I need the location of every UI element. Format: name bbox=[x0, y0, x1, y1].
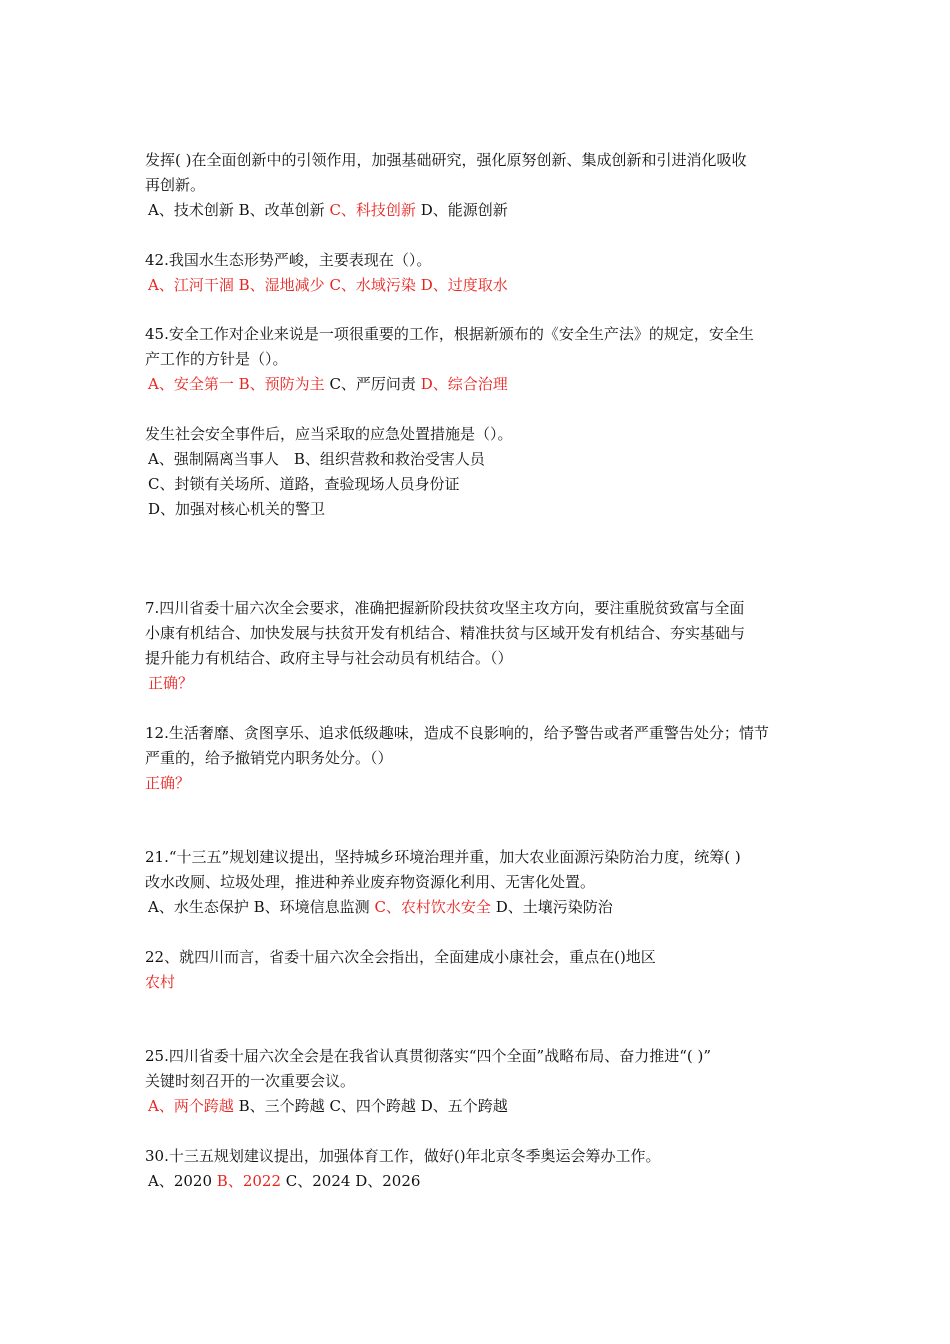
question-stem-line: 42.我国水生态形势严峻，主要表现在（）。 bbox=[145, 251, 432, 269]
question-block bbox=[145, 596, 815, 696]
option-correct: B、2022 bbox=[216, 1172, 281, 1190]
option: D、能源创新 bbox=[420, 201, 508, 219]
question-block bbox=[145, 322, 815, 397]
question-stem-line: 提升能力有机结合、政府主导与社会动员有机结合。（） bbox=[145, 649, 513, 667]
options-line bbox=[145, 1094, 815, 1119]
option-correct: B、预防为主 bbox=[238, 375, 325, 393]
option-correct: D、综合治理 bbox=[420, 375, 508, 393]
question-stem-line: 45.安全工作对企业来说是一项很重要的工作，根据新颁布的《安全生产法》的规定，安全生 bbox=[145, 325, 754, 343]
question-stem-line: 22、就四川而言，省委十届六次全会指出，全面建成小康社会，重点在()地区 bbox=[145, 948, 656, 966]
option-line: D、加强对核心机关的警卫 bbox=[148, 500, 326, 518]
question-stem-line: 严重的，给予撤销党内职务处分。（） bbox=[145, 749, 393, 767]
option: C、四个跨越 bbox=[329, 1097, 416, 1115]
question-stem-line: 小康有机结合、加快发展与扶贫开发有机结合、精准扶贫与区域开发有机结合、夯实基础与 bbox=[145, 624, 746, 642]
option: B、环境信息监测 bbox=[253, 898, 370, 916]
option-line: A、强制隔离当事人 B、组织营救和救治受害人员 bbox=[148, 450, 485, 468]
option: D、2026 bbox=[355, 1172, 421, 1190]
options-line bbox=[145, 273, 815, 298]
answer-text: 正确？ bbox=[145, 774, 191, 792]
options-line bbox=[145, 198, 815, 223]
question-stem-line: 30.十三五规划建议提出，加强体育工作，做好()年北京冬季奥运会筹办工作。 bbox=[145, 1147, 661, 1165]
option: C、严厉问责 bbox=[329, 375, 416, 393]
question-stem-line: 关键时刻召开的一次重要会议。 bbox=[145, 1072, 356, 1090]
question-block bbox=[145, 945, 815, 995]
option-line: C、封锁有关场所、道路，查验现场人员身份证 bbox=[148, 475, 460, 493]
question-stem-line: 发挥( )在全面创新中的引领作用，加强基础研究，强化原努创新、集成创新和引进消化吸收 bbox=[145, 151, 747, 169]
options-line bbox=[145, 895, 815, 920]
answer-text: 农村 bbox=[145, 973, 176, 991]
option: D、土壤污染防治 bbox=[495, 898, 613, 916]
option-correct: C、科技创新 bbox=[329, 201, 416, 219]
question-block bbox=[145, 148, 815, 223]
option-correct: D、过度取水 bbox=[420, 276, 508, 294]
option: C、2024 bbox=[285, 1172, 351, 1190]
option: B、改革创新 bbox=[238, 201, 325, 219]
question-stem-line: 再创新。 bbox=[145, 176, 206, 194]
question-block bbox=[145, 1044, 815, 1119]
option-correct: B、湿地减少 bbox=[238, 276, 325, 294]
question-stem-line: 21.“十三五”规划建议提出，坚持城乡环境治理并重，加大农业面源污染防治力度，统筹( ) bbox=[145, 848, 741, 866]
question-stem-line: 25.四川省委十届六次全会是在我省认真贯彻落实“四个全面”战略布局、奋力推进“( )” bbox=[145, 1047, 712, 1065]
question-block bbox=[145, 1144, 815, 1194]
option: A、水生态保护 bbox=[148, 898, 249, 916]
option: A、2020 bbox=[148, 1172, 213, 1190]
option: B、三个跨越 bbox=[238, 1097, 325, 1115]
option-correct: C、水域污染 bbox=[329, 276, 416, 294]
question-block bbox=[145, 721, 815, 796]
question-stem-line: 产工作的方针是（）。 bbox=[145, 350, 288, 368]
option: D、五个跨越 bbox=[420, 1097, 508, 1115]
option-correct: C、农村饮水安全 bbox=[374, 898, 491, 916]
options-line bbox=[145, 372, 815, 397]
option-correct: A、江河干涸 bbox=[148, 276, 234, 294]
answer-text: 正确？ bbox=[148, 674, 194, 692]
option-correct: A、安全第一 bbox=[148, 375, 234, 393]
question-stem-line: 7.四川省委十届六次全会要求，准确把握新阶段扶贫攻坚主攻方向，要注重脱贫致富与全面 bbox=[145, 599, 745, 617]
question-block bbox=[145, 845, 815, 920]
option: A、技术创新 bbox=[148, 201, 234, 219]
question-block bbox=[145, 248, 815, 298]
question-stem-line: 发生社会安全事件后，应当采取的应急处置措施是（）。 bbox=[145, 425, 513, 443]
question-stem-line: 12.生活奢靡、贪图享乐、追求低级趣味，造成不良影响的，给予警告或者严重警告处分；情节 bbox=[145, 724, 769, 742]
options-line bbox=[145, 1169, 815, 1194]
question-stem-line: 改水改厕、垃圾处理，推进种养业废弃物资源化利用、无害化处置。 bbox=[145, 873, 596, 891]
question-block bbox=[145, 422, 815, 522]
option-correct: A、两个跨越 bbox=[148, 1097, 234, 1115]
